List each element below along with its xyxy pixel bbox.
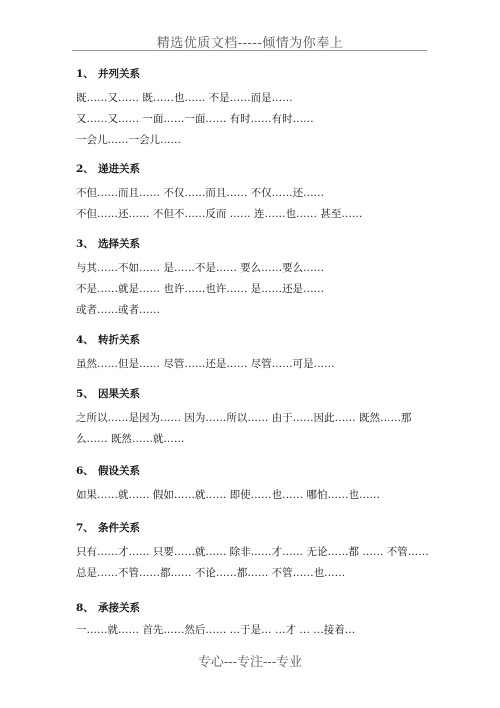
section-title: [76, 386, 436, 402]
section-title: [76, 463, 436, 479]
text-line: 与其……不如…… 是……不是…… 要么……要么……: [76, 262, 325, 274]
section-title-text: 转折关系: [98, 334, 140, 346]
text-line: 么…… 既然……就……: [76, 433, 185, 445]
page-header: 精选优质文档-----倾情为你奉上: [156, 36, 344, 51]
section-hypothesis: [76, 463, 436, 506]
section-title-text: 承接关系: [98, 602, 140, 614]
text-line: 又……又…… 一面……一面…… 有时……有时……: [76, 113, 314, 125]
section-number: 5、: [76, 388, 94, 400]
section-parallel: [76, 66, 436, 151]
section-number: 7、: [76, 522, 94, 534]
text-line: 既……又…… 既……也…… 不是……而是……: [76, 92, 293, 104]
section-title: [76, 600, 436, 616]
section-contrast: [76, 332, 436, 375]
section-title-text: 递进关系: [98, 163, 140, 175]
section-title: [76, 520, 436, 536]
section-title-text: 因果关系: [98, 388, 140, 400]
section-title: [76, 236, 436, 252]
text-line: 一……就…… 首先……然后…… …于是… …才 … …接着…: [76, 624, 356, 636]
text-line: 不但……而且…… 不仅……而且…… 不仅……还……: [76, 187, 325, 199]
section-progressive: [76, 161, 436, 225]
text-line: 不是……就是…… 也许……也许…… 是……还是……: [76, 283, 325, 295]
section-choice: [76, 236, 436, 321]
section-number: 6、: [76, 465, 94, 477]
section-number: 1、: [76, 68, 94, 80]
text-line: 虽然……但是…… 尽管……还是…… 尽管……可是……: [76, 358, 335, 370]
page-footer: 专心---专注---专业: [197, 655, 303, 670]
section-title: [76, 332, 436, 348]
section-succession: [76, 600, 436, 641]
header-divider: [72, 50, 427, 51]
text-line: 之所以……是因为…… 因为……所以…… 由于……因此…… 既然……那: [76, 412, 412, 424]
section-title: [76, 161, 436, 177]
section-title-text: 并列关系: [98, 68, 140, 80]
section-number: 4、: [76, 334, 94, 346]
section-title: [76, 66, 436, 82]
section-number: 8、: [76, 602, 94, 614]
text-line: 总是……不管……都…… 不论……都…… 不管……也……: [76, 567, 346, 579]
section-title-text: 选择关系: [98, 238, 140, 250]
text-line: 只有……才…… 只要……就…… 除非……才…… 无论……都 …… 不管……: [76, 546, 429, 558]
text-line: 不但……还…… 不但不……反而 …… 连……也…… 甚至……: [76, 208, 363, 220]
text-line: 或者……或者……: [76, 304, 160, 316]
section-cause-effect: [76, 386, 436, 450]
section-title-text: 条件关系: [98, 522, 140, 534]
section-title-text: 假设关系: [98, 465, 140, 477]
section-number: 3、: [76, 238, 94, 250]
text-line: 如果……就…… 假如……就…… 即使……也…… 哪怕……也……: [76, 489, 381, 501]
section-number: 2、: [76, 163, 94, 175]
text-line: 一会儿……一会儿……: [76, 134, 181, 146]
section-condition: [76, 520, 436, 584]
